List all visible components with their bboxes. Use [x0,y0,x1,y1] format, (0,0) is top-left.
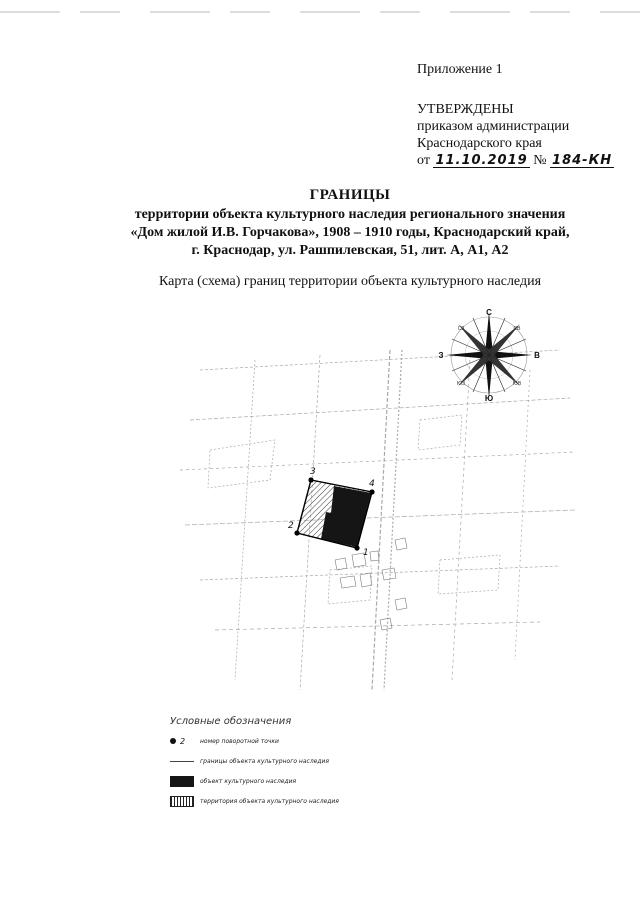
point-1-marker [354,545,359,550]
legend-text-boundary: границы объекта культурного наследия [200,757,329,765]
heritage-parcel [294,477,374,550]
legend-item-object [170,771,470,791]
map-caption: Карта (схема) границ территории объекта культурного наследия [158,274,542,289]
legend-text-object: объект культурного наследия [200,777,297,785]
compass-sw-label: ЮЗ [456,381,466,387]
legend-item-boundary [170,751,470,771]
number-prefix: № [533,153,547,168]
point-2-label: 2 [288,521,294,531]
boundary-line-swatch [170,761,194,762]
compass-north-label: С [486,308,492,317]
title-line-3: г. Краснодар, ул. Рашпилевская, 51, лит. А, А1, А2 [191,243,509,258]
title-line-2: «Дом жилой И.В. Горчакова», 1908 – 1910 годы, Краснодарский край, [130,225,570,240]
legend-item-territory [170,791,470,811]
point-4-marker [369,489,374,494]
approved-label: УТВЕРЖДЕНЫ [417,102,514,117]
legend-item-point [170,731,470,751]
point-1-label: 1 [363,548,369,558]
date-prefix: от [417,153,430,168]
point-swatch [170,737,194,746]
compass-se-label: ЮВ [512,381,522,387]
compass-south-label: Ю [484,394,494,403]
point-4-label: 4 [369,479,375,489]
compass-nw-label: СЗ [457,326,465,332]
date-value: 11.10.2019 [435,153,528,168]
dot-icon [170,738,176,744]
legend-title: Условные обозначения [170,716,292,727]
compass-east-label: В [534,351,540,360]
legend-point-number: 2 [180,736,186,746]
territory-hatch-swatch [170,796,194,807]
appendix-label: Приложение 1 [417,62,503,77]
compass-ne-label: СВ [513,326,521,332]
compass-west-label: З [438,351,444,360]
title-main: ГРАНИЦЫ [309,187,391,203]
object-fill-swatch [170,776,194,787]
legend-text-point: номер поворотной точки [200,737,279,745]
legend-text-territory: территория объекта культурного наследия [200,797,339,805]
map-legend [170,716,470,811]
point-3-label: 3 [310,467,316,477]
order-number: 184-КН [552,153,613,168]
street-map-background [180,350,575,690]
point-3-marker [308,477,313,482]
title-line-1: территории объекта культурного наследия регионального значения [134,207,566,222]
point-2-marker [294,530,299,535]
region-label: Краснодарского края [417,136,542,151]
by-order-label: приказом администрации [417,119,570,134]
